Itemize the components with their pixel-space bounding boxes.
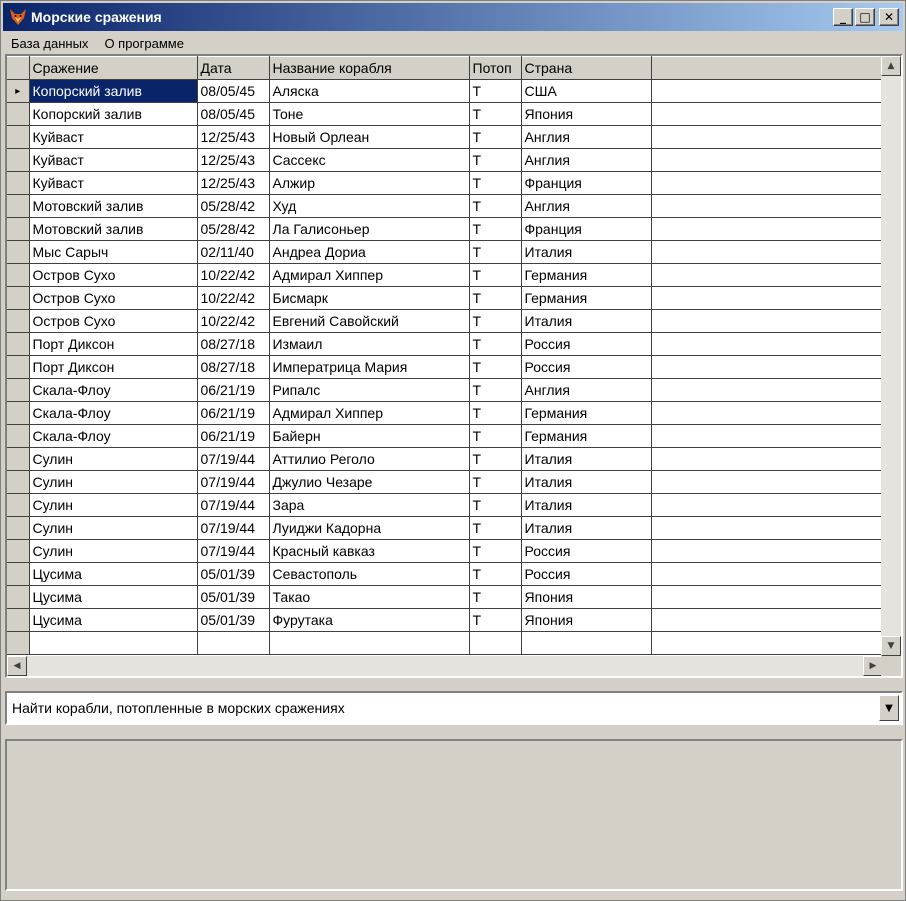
cell-sunk[interactable]: T (469, 517, 521, 540)
row-indicator[interactable] (7, 563, 29, 586)
cell-empty (197, 632, 269, 655)
cell-country[interactable]: Франция (521, 218, 651, 241)
cell-country[interactable]: Россия (521, 540, 651, 563)
cell-battle[interactable]: Сулин (29, 471, 197, 494)
cell-date[interactable]: 08/05/45 (197, 103, 269, 126)
cell-date[interactable]: 10/22/42 (197, 287, 269, 310)
cell-battle[interactable]: Сулин (29, 494, 197, 517)
cell-battle[interactable]: Остров Сухо (29, 287, 197, 310)
row-indicator[interactable] (7, 310, 29, 333)
table-row-empty[interactable] (7, 632, 881, 655)
cell-sunk[interactable]: T (469, 126, 521, 149)
cell-empty (521, 632, 651, 655)
cell-country[interactable]: Германия (521, 402, 651, 425)
cell-date[interactable]: 12/25/43 (197, 172, 269, 195)
cell-empty (651, 471, 881, 494)
cell-battle[interactable]: Цусима (29, 609, 197, 632)
cell-empty (651, 540, 881, 563)
row-indicator[interactable] (7, 103, 29, 126)
row-indicator[interactable] (7, 241, 29, 264)
table-row[interactable] (7, 149, 881, 172)
cell-sunk[interactable]: T (469, 310, 521, 333)
cell-sunk[interactable]: T (469, 402, 521, 425)
cell-sunk[interactable]: T (469, 356, 521, 379)
row-indicator[interactable] (7, 471, 29, 494)
fox-app-icon (9, 8, 27, 26)
cell-battle[interactable]: Скала-Флоу (29, 379, 197, 402)
cell-sunk[interactable]: T (469, 218, 521, 241)
cell-empty (651, 103, 881, 126)
table-row[interactable] (7, 172, 881, 195)
row-indicator[interactable] (7, 149, 29, 172)
cell-ship[interactable]: Сассекс (269, 149, 469, 172)
cell-empty (651, 632, 881, 655)
row-indicator[interactable] (7, 517, 29, 540)
row-indicator[interactable] (7, 126, 29, 149)
cell-ship[interactable]: Зара (269, 494, 469, 517)
row-indicator[interactable] (7, 218, 29, 241)
cell-battle[interactable]: Цусима (29, 563, 197, 586)
cell-ship[interactable]: Андреа Дориа (269, 241, 469, 264)
cell-country[interactable]: Англия (521, 126, 651, 149)
cell-date[interactable]: 08/05/45 (197, 80, 269, 103)
cell-battle[interactable]: Сулин (29, 540, 197, 563)
cell-battle[interactable]: Куйваст (29, 126, 197, 149)
cell-date[interactable]: 08/27/18 (197, 356, 269, 379)
cell-ship[interactable]: Красный кавказ (269, 540, 469, 563)
cell-ship[interactable]: Ла Галисоньер (269, 218, 469, 241)
scroll-up-icon[interactable]: ▲ (881, 56, 901, 76)
table-row[interactable] (7, 540, 881, 563)
row-indicator[interactable] (7, 586, 29, 609)
close-button[interactable]: ✕ (879, 8, 899, 26)
row-indicator[interactable] (7, 195, 29, 218)
cell-battle[interactable]: Копорский залив (29, 103, 197, 126)
cell-battle[interactable]: Куйваст (29, 149, 197, 172)
cell-empty (651, 609, 881, 632)
cell-country[interactable]: Англия (521, 195, 651, 218)
cell-country[interactable]: Франция (521, 172, 651, 195)
cell-empty (651, 517, 881, 540)
cell-country[interactable]: Япония (521, 103, 651, 126)
table-row[interactable] (7, 126, 881, 149)
cell-battle[interactable]: Остров Сухо (29, 310, 197, 333)
row-indicator[interactable] (7, 333, 29, 356)
cell-battle[interactable]: Скала-Флоу (29, 425, 197, 448)
cell-sunk[interactable]: T (469, 494, 521, 517)
cell-ship[interactable]: Евгений Савойский (269, 310, 469, 333)
cell-country[interactable]: Италия (521, 494, 651, 517)
cell-empty (651, 448, 881, 471)
cell-ship[interactable]: Луиджи Кадорна (269, 517, 469, 540)
cell-country[interactable]: США (521, 80, 651, 103)
cell-date[interactable]: 07/19/44 (197, 471, 269, 494)
cell-date[interactable]: 06/21/19 (197, 379, 269, 402)
table-row[interactable] (7, 195, 881, 218)
cell-country[interactable]: Россия (521, 563, 651, 586)
cell-ship[interactable]: Байерн (269, 425, 469, 448)
cell-ship[interactable]: Тоне (269, 103, 469, 126)
row-indicator[interactable] (7, 448, 29, 471)
cell-ship[interactable]: Бисмарк (269, 287, 469, 310)
header-indicator-cell (7, 57, 29, 80)
cell-empty (7, 632, 29, 655)
dropdown-arrow-icon[interactable]: ▼ (879, 695, 899, 721)
row-indicator[interactable] (7, 172, 29, 195)
row-indicator[interactable] (7, 287, 29, 310)
ships-table (7, 56, 882, 655)
column-header-date[interactable]: Дата (197, 57, 269, 80)
column-header-empty (651, 57, 881, 80)
cell-ship[interactable]: Такао (269, 586, 469, 609)
cell-empty (651, 494, 881, 517)
header-row (7, 57, 881, 80)
cell-ship[interactable]: Фурутака (269, 609, 469, 632)
cell-country[interactable]: Япония (521, 586, 651, 609)
table-row[interactable] (7, 310, 881, 333)
column-header-country[interactable]: Страна (521, 57, 651, 80)
window-title: Морские сражения (31, 9, 162, 25)
table-row[interactable] (7, 287, 881, 310)
scroll-right-icon[interactable]: ▶ (863, 656, 883, 676)
row-indicator[interactable] (7, 494, 29, 517)
cell-date[interactable]: 05/28/42 (197, 195, 269, 218)
cell-empty (651, 264, 881, 287)
cell-sunk[interactable]: T (469, 471, 521, 494)
table-row[interactable] (7, 264, 881, 287)
cell-sunk[interactable]: T (469, 540, 521, 563)
cell-country[interactable]: Россия (521, 333, 651, 356)
table-row[interactable] (7, 471, 881, 494)
cell-country[interactable]: Италия (521, 310, 651, 333)
table-row[interactable] (7, 425, 881, 448)
table-row[interactable] (7, 402, 881, 425)
cell-empty (651, 241, 881, 264)
cell-sunk[interactable]: T (469, 172, 521, 195)
table-row[interactable] (7, 379, 881, 402)
cell-date[interactable]: 12/25/43 (197, 126, 269, 149)
cell-ship[interactable]: Худ (269, 195, 469, 218)
result-panel (5, 739, 903, 891)
cell-country[interactable]: Япония (521, 609, 651, 632)
cell-battle[interactable]: Скала-Флоу (29, 402, 197, 425)
row-indicator[interactable] (7, 402, 29, 425)
menu-bar (3, 32, 903, 54)
vertical-scrollbar[interactable] (881, 56, 901, 656)
cell-empty (651, 195, 881, 218)
data-grid[interactable] (5, 54, 903, 678)
cell-country[interactable]: Англия (521, 149, 651, 172)
cell-sunk[interactable]: T (469, 103, 521, 126)
scrollbar-corner (881, 656, 901, 676)
cell-ship[interactable]: Аттилио Реголо (269, 448, 469, 471)
cell-date[interactable]: 05/01/39 (197, 563, 269, 586)
cell-empty (651, 172, 881, 195)
table-row[interactable] (7, 218, 881, 241)
cell-ship[interactable]: Измаил (269, 333, 469, 356)
cell-empty (29, 632, 197, 655)
cell-sunk[interactable]: T (469, 609, 521, 632)
cell-country[interactable]: Италия (521, 241, 651, 264)
column-header-sunk[interactable]: Потоп (469, 57, 521, 80)
table-row[interactable] (7, 563, 881, 586)
table-row[interactable] (7, 103, 881, 126)
cell-country[interactable]: Италия (521, 471, 651, 494)
cell-date[interactable]: 06/21/19 (197, 425, 269, 448)
cell-empty (651, 149, 881, 172)
table-row[interactable] (7, 494, 881, 517)
table-row[interactable] (7, 448, 881, 471)
cell-empty (651, 379, 881, 402)
cell-empty (651, 356, 881, 379)
query-selected-text: Найти корабли, потопленные в морских сражениях (12, 700, 345, 716)
cell-empty (469, 632, 521, 655)
cell-battle[interactable]: Сулин (29, 448, 197, 471)
cell-country[interactable]: Англия (521, 379, 651, 402)
cell-empty (269, 632, 469, 655)
cell-date[interactable]: 10/22/42 (197, 310, 269, 333)
cell-date[interactable]: 05/01/39 (197, 609, 269, 632)
cell-country[interactable]: Германия (521, 287, 651, 310)
cell-date[interactable]: 07/19/44 (197, 540, 269, 563)
scroll-down-icon[interactable]: ▼ (881, 636, 901, 656)
cell-ship[interactable]: Адмирал Хиппер (269, 402, 469, 425)
cell-sunk[interactable]: T (469, 563, 521, 586)
cell-ship[interactable]: Адмирал Хиппер (269, 264, 469, 287)
menu-database[interactable]: База данных (11, 35, 89, 51)
cell-sunk[interactable]: T (469, 241, 521, 264)
cell-sunk[interactable]: T (469, 379, 521, 402)
cell-ship[interactable]: Рипалс (269, 379, 469, 402)
cell-sunk[interactable]: T (469, 195, 521, 218)
cell-battle[interactable]: Мотовский залив (29, 195, 197, 218)
cell-ship[interactable]: Императрица Мария (269, 356, 469, 379)
cell-empty (651, 425, 881, 448)
cell-sunk[interactable]: T (469, 586, 521, 609)
cell-battle[interactable]: Остров Сухо (29, 264, 197, 287)
current-row-arrow-icon[interactable]: ▸ (7, 80, 29, 103)
cell-date[interactable]: 07/19/44 (197, 448, 269, 471)
cell-ship[interactable]: Севастополь (269, 563, 469, 586)
cell-country[interactable]: Германия (521, 264, 651, 287)
cell-empty (651, 402, 881, 425)
cell-date[interactable]: 06/21/19 (197, 402, 269, 425)
row-indicator[interactable] (7, 379, 29, 402)
cell-date[interactable]: 05/28/42 (197, 218, 269, 241)
table-row[interactable] (7, 609, 881, 632)
column-header-battle[interactable]: Сражение (29, 57, 197, 80)
cell-empty (651, 333, 881, 356)
cell-empty (651, 126, 881, 149)
row-indicator[interactable] (7, 356, 29, 379)
cell-date[interactable]: 12/25/43 (197, 149, 269, 172)
cell-empty (651, 563, 881, 586)
cell-empty (651, 80, 881, 103)
window-controls (833, 8, 899, 26)
cell-country[interactable]: Германия (521, 425, 651, 448)
cell-country[interactable]: Италия (521, 517, 651, 540)
table-row[interactable] (7, 356, 881, 379)
menu-about[interactable]: О программе (104, 35, 184, 51)
maximize-button[interactable]: □ (855, 8, 875, 26)
cell-ship[interactable]: Новый Орлеан (269, 126, 469, 149)
cell-ship[interactable]: Алжир (269, 172, 469, 195)
scroll-left-icon[interactable]: ◀ (7, 656, 27, 676)
table-row[interactable] (7, 241, 881, 264)
cell-sunk[interactable]: T (469, 149, 521, 172)
cell-sunk[interactable]: T (469, 448, 521, 471)
cell-battle[interactable]: Куйваст (29, 172, 197, 195)
cell-battle[interactable]: Порт Диксон (29, 333, 197, 356)
cell-battle[interactable]: Копорский залив (29, 80, 197, 103)
cell-ship[interactable]: Аляска (269, 80, 469, 103)
cell-date[interactable]: 02/11/40 (197, 241, 269, 264)
cell-sunk[interactable]: T (469, 287, 521, 310)
cell-date[interactable]: 08/27/18 (197, 333, 269, 356)
cell-date[interactable]: 07/19/44 (197, 494, 269, 517)
table-row[interactable] (7, 586, 881, 609)
cell-sunk[interactable]: T (469, 80, 521, 103)
table-row[interactable] (7, 517, 881, 540)
cell-date[interactable]: 05/01/39 (197, 586, 269, 609)
cell-battle[interactable]: Порт Диксон (29, 356, 197, 379)
table-row[interactable] (7, 333, 881, 356)
row-indicator[interactable] (7, 540, 29, 563)
cell-battle[interactable]: Мотовский залив (29, 218, 197, 241)
row-indicator[interactable] (7, 609, 29, 632)
cell-empty (651, 586, 881, 609)
cell-sunk[interactable]: T (469, 264, 521, 287)
horizontal-scrollbar[interactable] (7, 656, 883, 676)
cell-ship[interactable]: Джулио Чезаре (269, 471, 469, 494)
column-header-ship[interactable]: Название корабля (269, 57, 469, 80)
cell-country[interactable]: Россия (521, 356, 651, 379)
row-indicator[interactable] (7, 425, 29, 448)
cell-date[interactable]: 10/22/42 (197, 264, 269, 287)
cell-empty (651, 310, 881, 333)
row-indicator[interactable] (7, 264, 29, 287)
cell-country[interactable]: Италия (521, 448, 651, 471)
cell-battle[interactable]: Сулин (29, 517, 197, 540)
cell-date[interactable]: 07/19/44 (197, 517, 269, 540)
minimize-button[interactable]: _ (833, 8, 853, 26)
table-row[interactable] (7, 80, 881, 103)
cell-sunk[interactable]: T (469, 333, 521, 356)
cell-battle[interactable]: Мыс Сарыч (29, 241, 197, 264)
cell-empty (651, 287, 881, 310)
cell-empty (651, 218, 881, 241)
query-combobox[interactable] (5, 691, 903, 725)
cell-battle[interactable]: Цусима (29, 586, 197, 609)
cell-sunk[interactable]: T (469, 425, 521, 448)
title-bar[interactable] (3, 3, 903, 31)
